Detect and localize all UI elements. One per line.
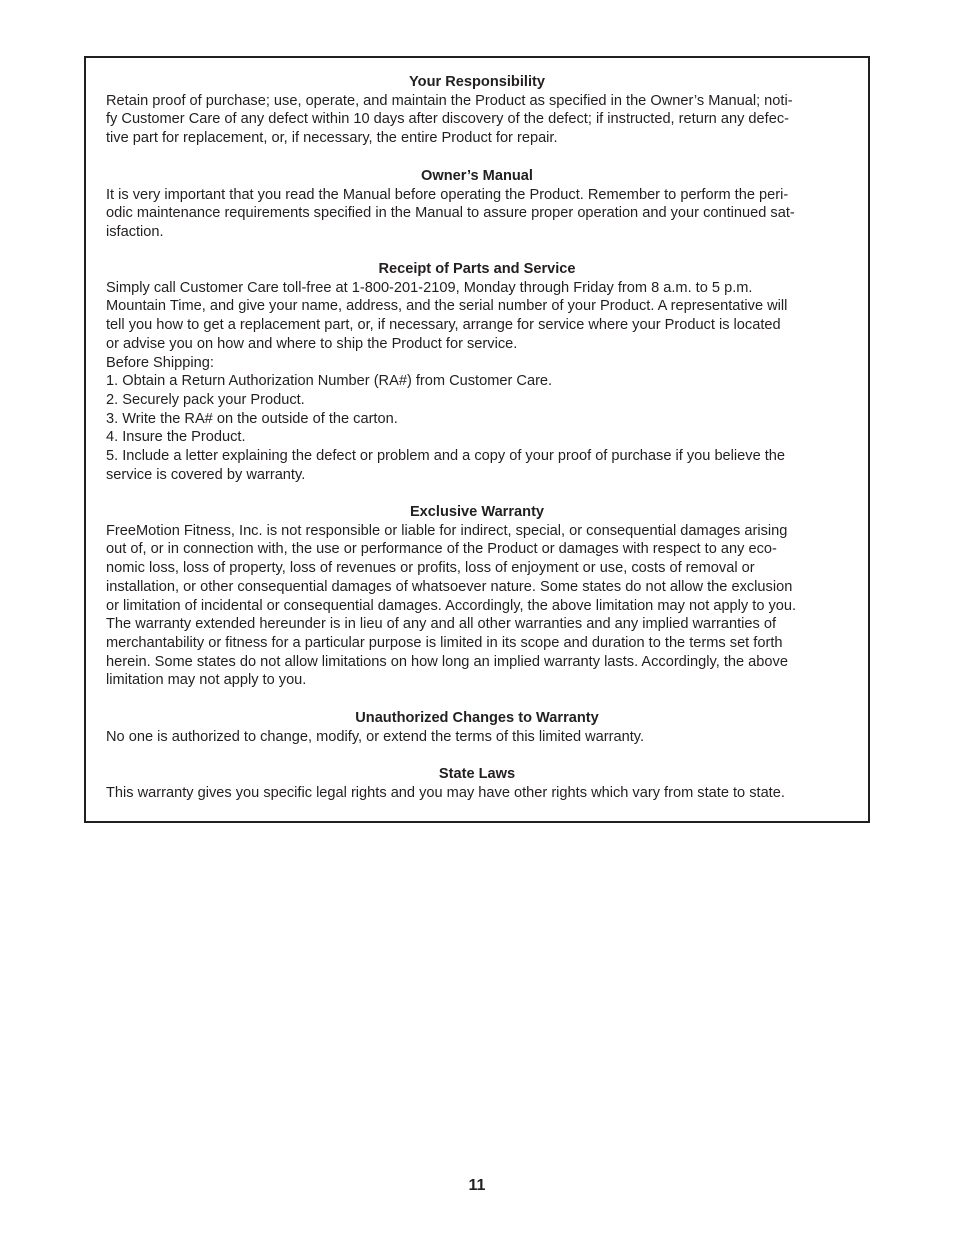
section-heading: State Laws xyxy=(438,766,516,782)
list-item: 4. Insure the Product. xyxy=(106,429,246,446)
section-heading: Owner’s Manual xyxy=(421,168,533,184)
body-line: No one is authorized to change, modify, or extend the terms of this limited warranty. xyxy=(106,728,645,745)
body-line: herein. Some states do not allow limitations on how long an implied warranty lasts. Accordingly, the above xyxy=(106,653,788,670)
body-line: It is very important that you read the Manual before operating the Product. Remember to perform the peri- xyxy=(106,186,789,203)
body-line: nomic loss, loss of property, loss of revenues or profits, loss of enjoyment or use, costs of removal or xyxy=(106,560,755,577)
body-line: tive part for replacement, or, if necessary, the entire Product for repair. xyxy=(106,130,558,147)
body-line: This warranty gives you specific legal rights and you may have other rights which vary from state to state. xyxy=(106,784,785,801)
body-line: Mountain Time, and give your name, address, and the serial number of your Product. A representative will xyxy=(106,298,788,315)
section-heading: Receipt of Parts and Service xyxy=(378,261,576,277)
body-line: service is covered by warranty. xyxy=(106,466,306,483)
body-line: or limitation of incidental or consequential damages. Accordingly, the above limitation may not apply to you. xyxy=(106,597,797,614)
list-item: 2. Securely pack your Product. xyxy=(106,391,305,408)
body-line: out of, or in connection with, the use or performance of the Product or damages with respect to any eco- xyxy=(106,541,777,558)
section-heading: Your Responsibility xyxy=(409,74,545,90)
body-line: isfaction. xyxy=(106,224,164,241)
body-line: installation, or other consequential damages of whatsoever nature. Some states do not allow the exclusion xyxy=(106,578,793,595)
body-line: limitation may not apply to you. xyxy=(106,672,307,689)
body-line: or advise you on how and where to ship the Product for service. xyxy=(106,335,518,352)
body-line: Simply call Customer Care toll-free at 1-800-201-2109, Monday through Friday from 8 a.m. to 5 p.m. xyxy=(106,279,753,296)
warranty-box xyxy=(84,56,870,823)
section-heading: Unauthorized Changes to Warranty xyxy=(355,710,599,726)
section-heading: Exclusive Warranty xyxy=(409,504,545,520)
body-line: Before Shipping: xyxy=(106,354,214,371)
list-item: 5. Include a letter explaining the defect or problem and a copy of your proof of purchase if you believe the xyxy=(106,448,786,464)
body-line: tell you how to get a replacement part, or, if necessary, arrange for service where your Product is located xyxy=(106,317,781,334)
body-line: The warranty extended hereunder is in lieu of any and all other warranties and any implied warranties of xyxy=(106,616,777,633)
page-number: 11 xyxy=(468,1177,486,1194)
list-item: 3. Write the RA# on the outside of the carton. xyxy=(106,410,398,427)
body-line: merchantability or fitness for a particular purpose is limited in its scope and duration to the terms set forth xyxy=(106,634,783,651)
body-line: odic maintenance requirements specified in the Manual to assure proper operation and your continued sat- xyxy=(106,205,795,222)
list-item: 1. Obtain a Return Authorization Number (RA#) from Customer Care. xyxy=(106,373,553,390)
body-line: Retain proof of purchase; use, operate, and maintain the Product as specified in the Owner’s Manual; noti- xyxy=(106,92,793,109)
body-line: FreeMotion Fitness, Inc. is not responsible or liable for indirect, special, or consequential damages arising xyxy=(106,522,788,539)
body-line: fy Customer Care of any defect within 10 days after discovery of the defect; if instructed, return any defec- xyxy=(106,111,789,128)
